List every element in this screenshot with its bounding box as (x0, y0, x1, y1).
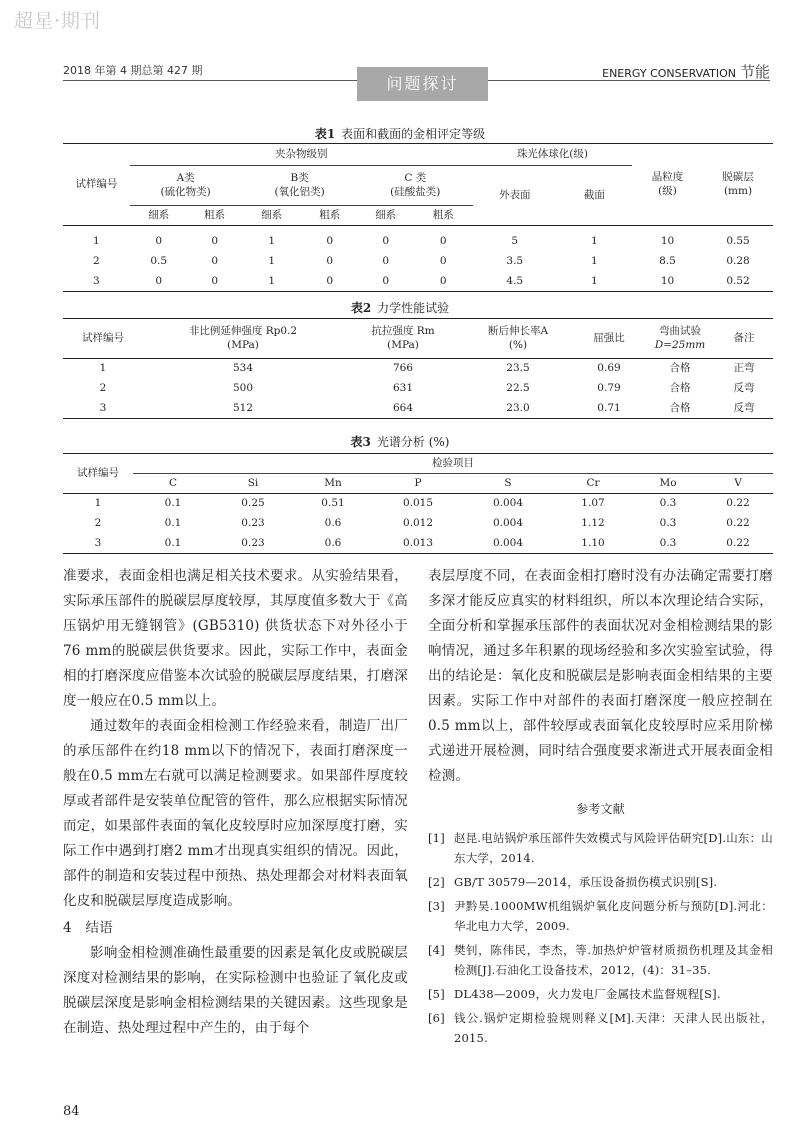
t1-h-coarse: 粗系 (302, 206, 358, 226)
t3-h-el: Si (213, 474, 293, 494)
table1 (63, 143, 773, 292)
reference-item: [3] 尹黔昊.1000MW机组锅炉氧化皮问题分析与预防[D].河北：华北电力大学，2009. (428, 899, 773, 933)
table1-number: 表1 (314, 127, 336, 141)
t3-h-items: 检验项目 (133, 454, 773, 474)
paragraph: 影响金相检测准确性最重要的因素是氧化皮或脱碳层深度对检测结果的影响，在实际检测中也验证了氧化皮或脱碳层深度是影响金相检测结果的关键因素。这些现象是在制造、热处理过程中产生的，由于每个 (63, 945, 408, 1036)
t3-h-el: V (703, 474, 773, 494)
t2-h-rp: 非比例延伸强度 Rp0.2 (MPa) (143, 319, 343, 359)
table-row: 3 0 0 1 0 0 0 4.5 1 10 0.52 (63, 272, 773, 292)
table1-title: 表面和截面的金相评定等级 (341, 127, 486, 141)
section-badge: 问题探讨 (357, 67, 488, 101)
journal-name (602, 61, 770, 82)
t3-h-sample: 试样编号 (63, 454, 133, 494)
paragraph: 表层厚度不同，在表面金相打磨时没有办法确定需要打磨多深才能反应真实的材料组织，所以本次理论结合实际，全面分析和掌握承压部件的表面状况对金相检测结果的影响情况，通过多年积累的现场经验和多次实验室试验，得出的结论是：氧化皮和脱碳层是影响表面金相结果的主要因素。实际工作中对部件的表面打磨深度一般应控制在0.5 mm以上，部件较厚或表面氧化皮较厚时应采用阶梯式递进开展检测，同时结合强度要求渐进式开展表面金相检测。 (428, 568, 773, 784)
t1-h-incl: 夹杂物级别 (130, 144, 473, 166)
table3-title: 光谱分析 (%) (376, 435, 450, 449)
table2-number: 表2 (350, 301, 372, 315)
t2-h-elong: 断后伸长率A (%) (463, 319, 573, 359)
table-row: 1 534 766 23.5 0.69 合格 正弯 (99, 362, 755, 375)
references-heading: 参考文献 (576, 802, 625, 816)
table-row: 1 0.1 0.25 0.51 0.015 0.004 1.07 0.3 0.22 (94, 497, 750, 510)
t1-h-coarse: 粗系 (188, 206, 242, 226)
table-row: 2 500 631 22.5 0.79 合格 反弯 (99, 381, 755, 394)
table-row: 3 0.1 0.23 0.6 0.013 0.004 1.10 0.3 0.22 (63, 534, 773, 554)
paragraph: 通过数年的表面金相检测工作经验来看，制造厂出厂的承压部件在约18 mm以下的情况下，表面打磨深度一般在0.5 mm左右就可以满足检测要求。如果部件厚度较厚或者部件是安装单位配管的管件，那么应根据实际情况而定，如果部件表面的氧化皮较厚时应加深厚度打磨，实际工作中遇到打磨2 mm才出现真实组织的情况。因此，部件的制造和安装过程中预热、热处理都会对材料表面氧化皮和脱碳层厚度造成影响。 (63, 718, 408, 909)
t2-h-ratio: 屈强比 (573, 319, 645, 359)
table-row: 3 512 664 23.0 0.71 合格 反弯 (63, 399, 773, 419)
t3-h-el: Mo (633, 474, 703, 494)
right-column (428, 564, 773, 1052)
table2-caption (0, 299, 800, 316)
reference-item: [4] 樊钊，陈伟民，李杰，等.加热炉炉管材质损伤机理及其金相检测[J].石油化工设备技术，2012，(4)：31–35. (428, 943, 773, 977)
reference-item: [1] 赵昆.电站锅炉承压部件失效模式与风险评估研究[D].山东：山东大学，2014. (428, 831, 774, 865)
table1-caption (0, 125, 800, 142)
t1-h-section: 截面 (557, 166, 632, 226)
t2-h-sample: 试样编号 (63, 319, 143, 359)
reference-item: [6] 钱公.锅炉定期检验规则释义[M].天津：天津人民出版社，2015. (428, 1011, 773, 1045)
t2-h-note: 备注 (715, 319, 773, 359)
table3 (63, 453, 773, 554)
t3-h-el: Cr (553, 474, 633, 494)
t2-h-bend: 弯曲试验 D=25mm (645, 319, 715, 359)
t1-h-c: C 类 (硅酸盐类) (358, 166, 473, 206)
t1-h-outer: 外表面 (473, 166, 557, 226)
t1-h-grain: 晶粒度 (级) (632, 144, 703, 226)
t1-h-decarb: 脱碳层 (mm) (703, 144, 773, 226)
t1-h-pearl: 珠光体球化(级) (473, 144, 632, 166)
t3-h-el: S (463, 474, 553, 494)
page-number: 84 (63, 1104, 80, 1119)
table2-title: 力学性能试验 (377, 301, 450, 315)
t2-h-rm: 抗拉强度 Rm (MPa) (343, 319, 463, 359)
t1-h-fine: 细系 (242, 206, 302, 226)
t3-h-el: Mn (293, 474, 373, 494)
reference-item: [2] GB/T 30579—2014，承压设备损伤模式识别[S]. (428, 875, 718, 889)
t1-h-b: B类 (氧化铝类) (242, 166, 358, 206)
table3-caption (0, 433, 800, 450)
journal-cn: 节能 (739, 63, 770, 81)
table-row: 2 0.1 0.23 0.6 0.012 0.004 1.12 0.3 0.22 (94, 516, 750, 529)
t1-h-fine: 细系 (130, 206, 188, 226)
table3-number: 表3 (350, 435, 371, 449)
table-row: 1 0 0 1 0 0 0 5 1 10 0.55 (93, 234, 750, 247)
table2 (63, 318, 773, 419)
watermark: 超星·期刊 (14, 10, 102, 32)
reference-item: [5] DL438—2009，火力发电厂金属技术监督规程[S]. (428, 987, 721, 1001)
left-column (63, 564, 408, 1041)
issue-info: 2018 年第 4 期总第 427 期 (63, 64, 203, 77)
journal-en: ENERGY CONSERVATION (602, 67, 736, 80)
t1-h-coarse: 粗系 (414, 206, 473, 226)
t3-h-el: P (373, 474, 463, 494)
t3-h-el: C (133, 474, 213, 494)
t1-h-a: A类 (硫化物类) (130, 166, 242, 206)
t1-h-sample: 试样编号 (63, 144, 130, 226)
t1-h-fine: 细系 (358, 206, 414, 226)
paragraph: 准要求，表面金相也满足相关技术要求。从实验结果看，实际承压部件的脱碳层厚度较厚，其厚度值多数大于《高压锅炉用无缝钢管》(GB5310) 供货状态下对外径小于76 mm的脱碳层供货要求。因此，实际工作中，表面金相的打磨深度应借鉴本次试验的脱碳层厚度结果，打磨深度一般应在0.5 mm以上。 (63, 568, 408, 709)
section-heading: 4 结语 (63, 920, 113, 936)
table-row: 2 0.5 0 1 0 0 0 3.5 1 8.5 0.28 (93, 254, 750, 267)
